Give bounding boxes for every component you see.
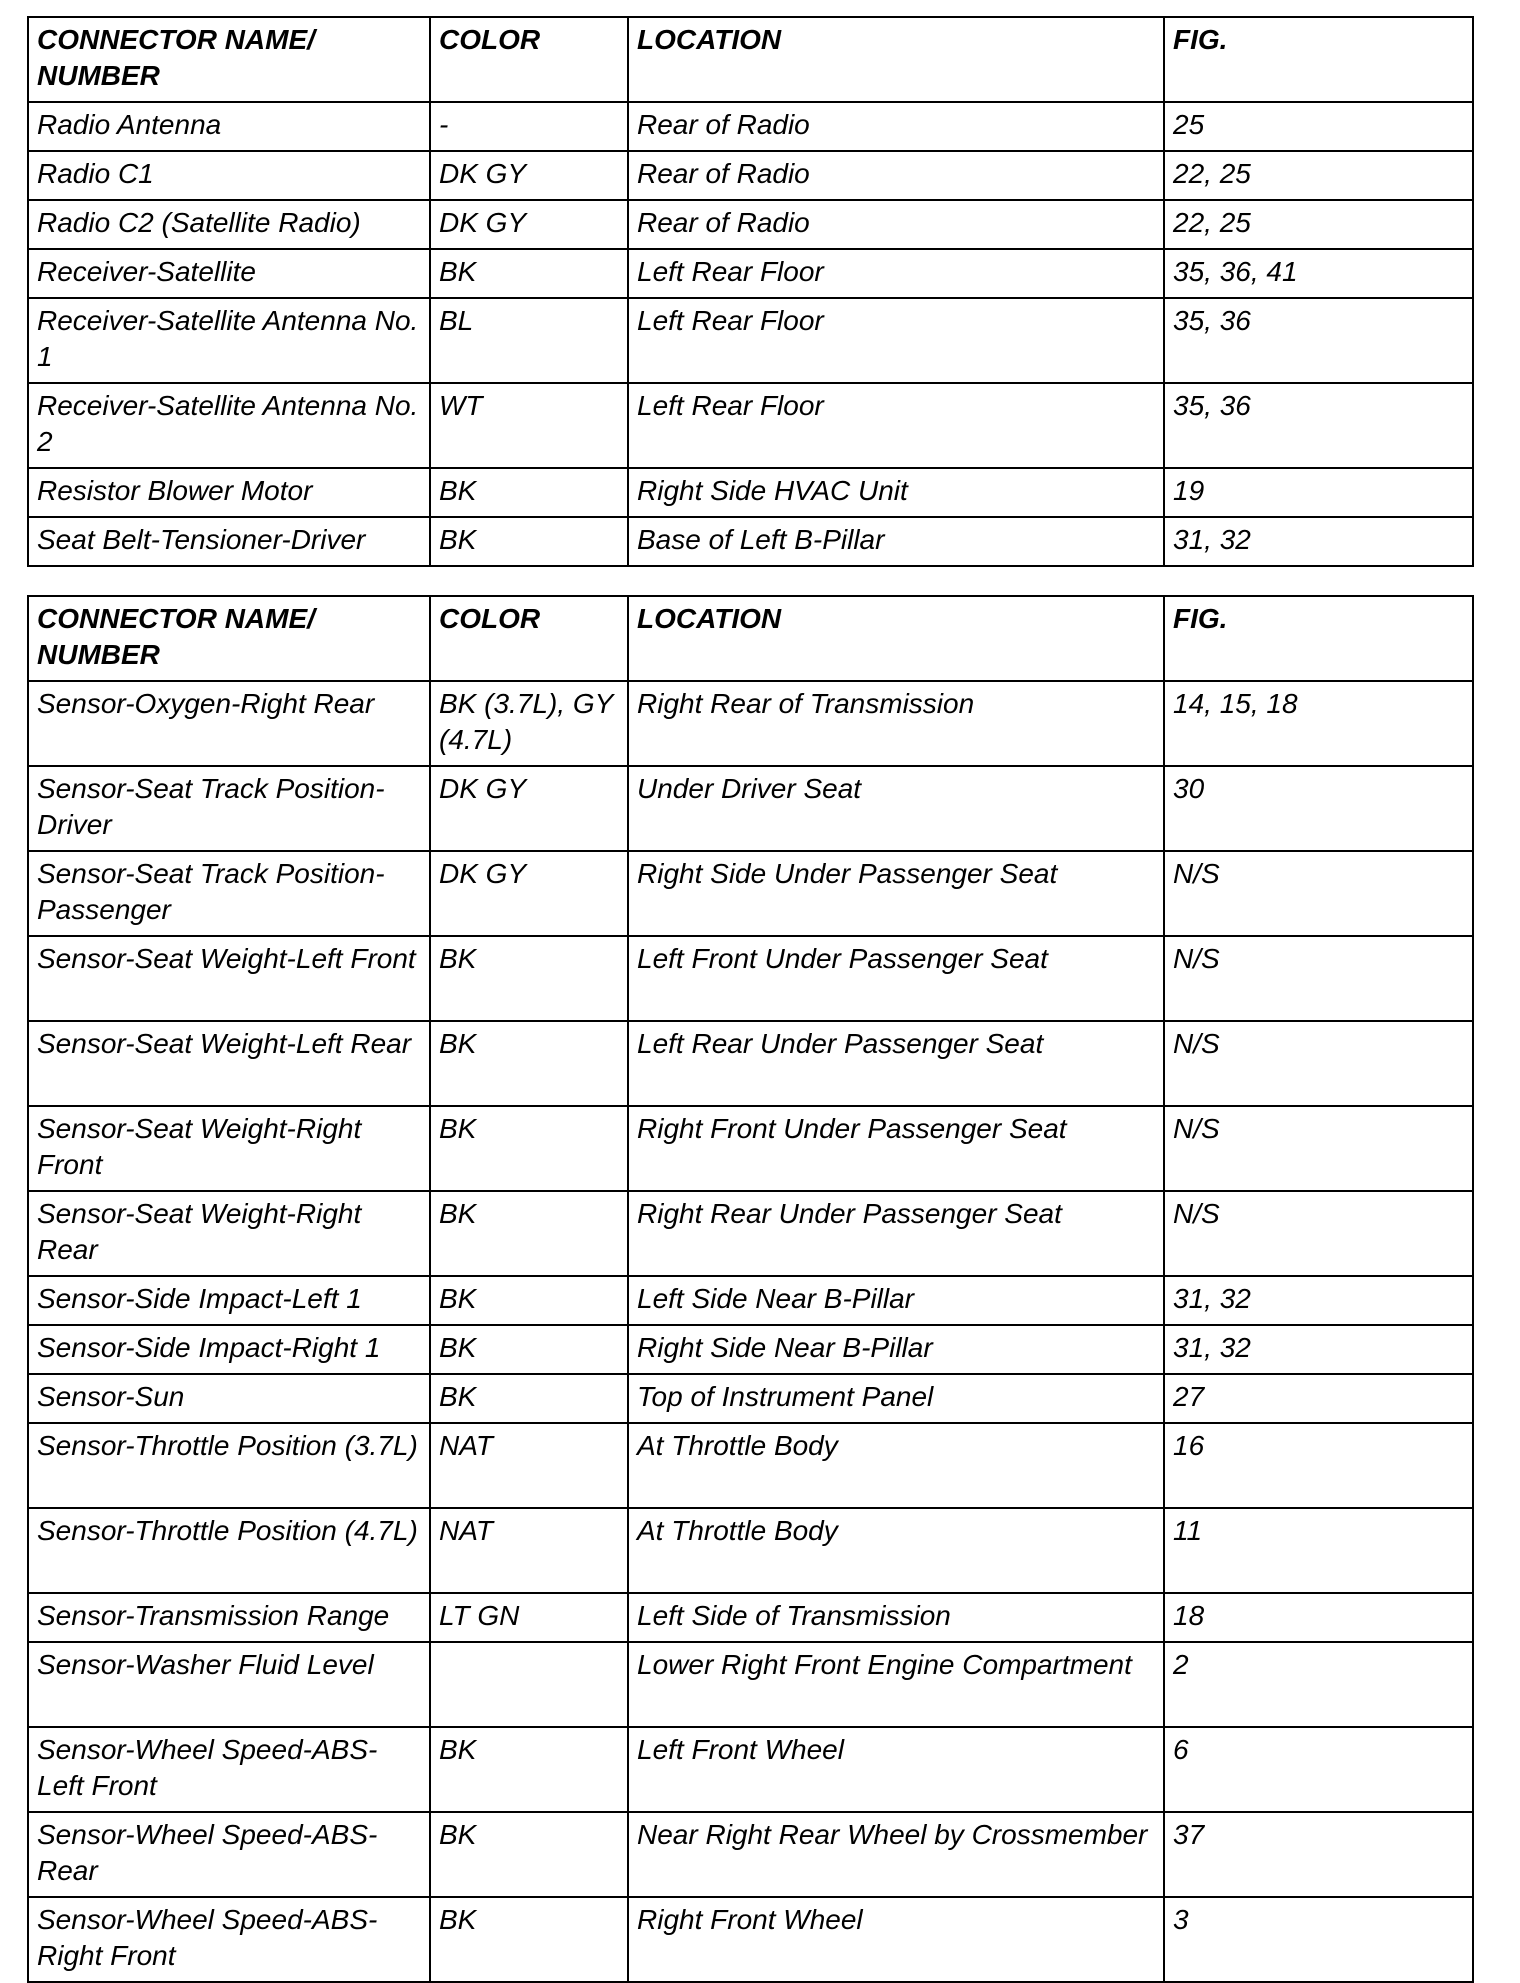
location-cell: Right Side HVAC Unit [628,468,1164,517]
header-color: COLOR [430,596,628,681]
location-cell: Rear of Radio [628,200,1164,249]
color-cell: BK [430,249,628,298]
table-row [28,1423,1473,1508]
connector-name-cell: Resistor Blower Motor [28,468,430,517]
header-location: LOCATION [628,17,1164,102]
connector-name-cell: Sensor-Seat Track Position-Driver [28,766,430,851]
connector-name-cell: Receiver-Satellite Antenna No. 1 [28,298,430,383]
location-cell: Near Right Rear Wheel by Crossmember [628,1812,1164,1897]
table-row [28,151,1473,200]
connector-name-cell: Sensor-Washer Fluid Level [28,1642,430,1727]
header-connector-name: CONNECTOR NAME/ NUMBER [28,596,430,681]
color-cell: BK (3.7L), GY (4.7L) [430,681,628,766]
location-cell: Left Side Near B-Pillar [628,1276,1164,1325]
location-cell: Right Rear Under Passenger Seat [628,1191,1164,1276]
fig-cell: 35, 36 [1164,383,1473,468]
connector-name-cell: Receiver-Satellite [28,249,430,298]
fig-cell: 22, 25 [1164,200,1473,249]
fig-cell: N/S [1164,1106,1473,1191]
fig-cell: 16 [1164,1423,1473,1508]
location-cell: Under Driver Seat [628,766,1164,851]
color-cell: BK [430,1276,628,1325]
connector-name-cell: Sensor-Wheel Speed-ABS-Left Front [28,1727,430,1812]
table-row [28,1276,1473,1325]
location-cell: Lower Right Front Engine Compartment [628,1642,1164,1727]
location-cell: Base of Left B-Pillar [628,517,1164,566]
connector-name-cell: Radio C1 [28,151,430,200]
location-cell: Left Rear Floor [628,383,1164,468]
fig-cell: N/S [1164,1021,1473,1106]
location-cell: Top of Instrument Panel [628,1374,1164,1423]
location-cell: Rear of Radio [628,151,1164,200]
header-row [28,17,1473,102]
location-cell: Left Rear Under Passenger Seat [628,1021,1164,1106]
fig-cell: 31, 32 [1164,1325,1473,1374]
header-fig: FIG. [1164,17,1473,102]
fig-cell: 19 [1164,468,1473,517]
connector-name-cell: Seat Belt-Tensioner-Driver [28,517,430,566]
color-cell: NAT [430,1423,628,1508]
header-row [28,596,1473,681]
table-row [28,851,1473,936]
fig-cell: 22, 25 [1164,151,1473,200]
fig-cell: 30 [1164,766,1473,851]
location-cell: Right Front Under Passenger Seat [628,1106,1164,1191]
table-row [28,200,1473,249]
table-row [28,249,1473,298]
connector-name-cell: Sensor-Throttle Position (3.7L) [28,1423,430,1508]
connector-name-cell: Sensor-Side Impact-Right 1 [28,1325,430,1374]
fig-cell: 6 [1164,1727,1473,1812]
connector-name-cell: Sensor-Wheel Speed-ABS-Rear [28,1812,430,1897]
color-cell: DK GY [430,151,628,200]
connector-name-cell: Sensor-Throttle Position (4.7L) [28,1508,430,1593]
table-row [28,468,1473,517]
color-cell: BK [430,1727,628,1812]
table-row [28,1593,1473,1642]
fig-cell: 2 [1164,1642,1473,1727]
location-cell: Right Front Wheel [628,1897,1164,1982]
color-cell: BK [430,1021,628,1106]
color-cell: BK [430,1325,628,1374]
color-cell: BK [430,1191,628,1276]
color-cell [430,1642,628,1727]
table-row [28,936,1473,1021]
table-row [28,102,1473,151]
table-row [28,1897,1473,1982]
location-cell: Rear of Radio [628,102,1164,151]
table-row [28,1325,1473,1374]
location-cell: Right Side Under Passenger Seat [628,851,1164,936]
connector-name-cell: Radio C2 (Satellite Radio) [28,200,430,249]
fig-cell: 3 [1164,1897,1473,1982]
connector-table-2 [27,595,1474,1983]
header-color: COLOR [430,17,628,102]
color-cell: DK GY [430,766,628,851]
connector-name-cell: Sensor-Seat Weight-Left Rear [28,1021,430,1106]
table-row [28,517,1473,566]
fig-cell: N/S [1164,936,1473,1021]
location-cell: Left Side of Transmission [628,1593,1164,1642]
color-cell: BK [430,468,628,517]
color-cell: BK [430,1106,628,1191]
table-row [28,1642,1473,1727]
table-row [28,1727,1473,1812]
table-row [28,766,1473,851]
table-row [28,1812,1473,1897]
location-cell: Right Rear of Transmission [628,681,1164,766]
color-cell: DK GY [430,851,628,936]
table-row [28,1106,1473,1191]
color-cell: BK [430,1897,628,1982]
color-cell: BL [430,298,628,383]
fig-cell: 27 [1164,1374,1473,1423]
location-cell: At Throttle Body [628,1423,1164,1508]
fig-cell: 37 [1164,1812,1473,1897]
fig-cell: 11 [1164,1508,1473,1593]
fig-cell: 18 [1164,1593,1473,1642]
table-row [28,1374,1473,1423]
location-cell: Left Front Wheel [628,1727,1164,1812]
connector-name-cell: Sensor-Seat Weight-Left Front [28,936,430,1021]
color-cell: NAT [430,1508,628,1593]
fig-cell: 31, 32 [1164,517,1473,566]
connector-name-cell: Radio Antenna [28,102,430,151]
color-cell: - [430,102,628,151]
color-cell: LT GN [430,1593,628,1642]
color-cell: DK GY [430,200,628,249]
header-connector-name: CONNECTOR NAME/ NUMBER [28,17,430,102]
fig-cell: 35, 36 [1164,298,1473,383]
table-row [28,1021,1473,1106]
color-cell: BK [430,517,628,566]
table-row [28,1508,1473,1593]
table-row [28,383,1473,468]
color-cell: BK [430,936,628,1021]
color-cell: WT [430,383,628,468]
connector-name-cell: Sensor-Oxygen-Right Rear [28,681,430,766]
fig-cell: N/S [1164,1191,1473,1276]
connector-name-cell: Sensor-Seat Weight-Right Front [28,1106,430,1191]
location-cell: Left Rear Floor [628,298,1164,383]
fig-cell: 31, 32 [1164,1276,1473,1325]
fig-cell: 35, 36, 41 [1164,249,1473,298]
table-row [28,1191,1473,1276]
color-cell: BK [430,1374,628,1423]
connector-name-cell: Sensor-Wheel Speed-ABS-Right Front [28,1897,430,1982]
connector-name-cell: Sensor-Transmission Range [28,1593,430,1642]
fig-cell: N/S [1164,851,1473,936]
header-fig: FIG. [1164,596,1473,681]
location-cell: Left Front Under Passenger Seat [628,936,1164,1021]
connector-name-cell: Sensor-Sun [28,1374,430,1423]
connector-name-cell: Receiver-Satellite Antenna No. 2 [28,383,430,468]
connector-name-cell: Sensor-Seat Weight-Right Rear [28,1191,430,1276]
location-cell: At Throttle Body [628,1508,1164,1593]
connector-name-cell: Sensor-Seat Track Position-Passenger [28,851,430,936]
header-location: LOCATION [628,596,1164,681]
connector-table-1 [27,16,1474,567]
fig-cell: 25 [1164,102,1473,151]
table-row [28,298,1473,383]
table-row [28,681,1473,766]
location-cell: Right Side Near B-Pillar [628,1325,1164,1374]
color-cell: BK [430,1812,628,1897]
fig-cell: 14, 15, 18 [1164,681,1473,766]
connector-name-cell: Sensor-Side Impact-Left 1 [28,1276,430,1325]
location-cell: Left Rear Floor [628,249,1164,298]
